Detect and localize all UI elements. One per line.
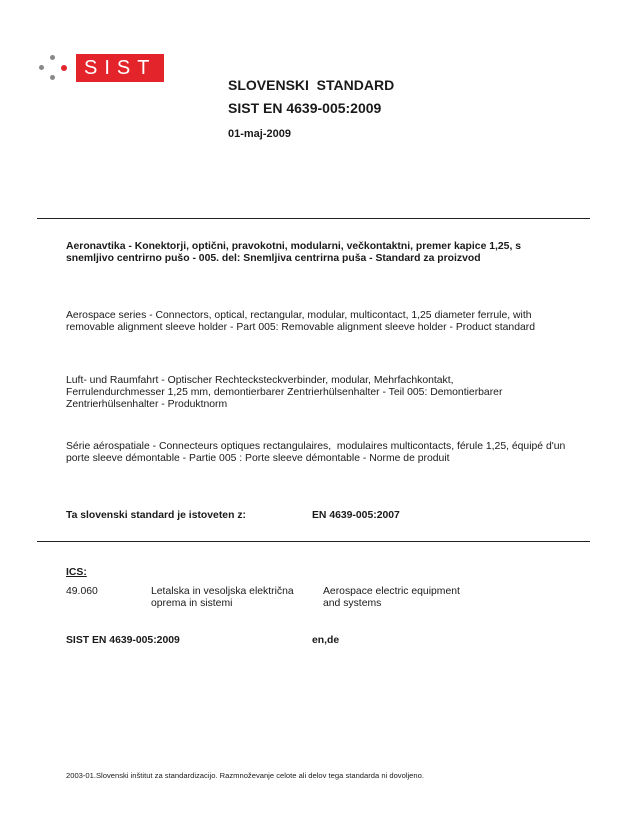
- logo-dot-icon: [50, 75, 55, 80]
- logo-wordmark: SIST: [76, 54, 164, 82]
- title-slovenian: Aeronavtika - Konektorji, optični, pravokotni, modularni, večkontaktni, premer kapice 1,25, s snemljivo centrirno pušo - 005. del: Snemljiva centrirna puša - Standard za proizvod: [66, 241, 522, 264]
- logo-dot-icon: [39, 65, 44, 70]
- ics-description-en: Aerospace electric equipment and systems: [323, 586, 460, 609]
- title-french: Série aérospatiale - Connecteurs optiques rectangulaires, modulaires multicontacts, férule 1,25, équipé d'un porte sleeve démontable - Partie 005 : Porte sleeve démontable - Norme de produit: [66, 441, 569, 464]
- copyright-footer: 2003-01.Slovenski inštitut za standardizacijo. Razmnoževanje celote ali delov tega standarda ni dovoljeno.: [66, 771, 424, 780]
- logo-dot-icon: [50, 55, 55, 60]
- document-type-title: SLOVENSKI STANDARD: [228, 77, 395, 93]
- ics-code: 49.060: [66, 586, 98, 597]
- bottom-standard-code: SIST EN 4639-005:2009: [66, 635, 180, 646]
- top-divider: [37, 218, 590, 219]
- ics-description-sl: Letalska in vesoljska električna oprema in sistemi: [151, 586, 294, 609]
- publication-date: 01-maj-2009: [228, 128, 291, 140]
- bottom-languages: en,de: [312, 635, 340, 646]
- middle-divider: [37, 541, 590, 542]
- logo-dot-red-icon: [61, 65, 67, 71]
- title-german: Luft- und Raumfahrt - Optischer Rechtecksteckverbinder, modular, Mehrfachkontakt, Ferrulendurchmesser 1,25 mm, demontierbarer Zentrierhülsenhalter - Teil 005: Demontierbarer Zentrierhülsenhalter - Produktnorm: [66, 375, 503, 410]
- identical-value: EN 4639-005:2007: [312, 510, 400, 521]
- ics-heading: ICS:: [66, 567, 87, 578]
- identical-label: Ta slovenski standard je istoveten z:: [66, 510, 246, 521]
- standard-code: SIST EN 4639-005:2009: [228, 100, 382, 116]
- title-english: Aerospace series - Connectors, optical, rectangular, modular, multicontact, 1,25 diameter ferrule, with removable alignment sleeve holder - Part 005: Removable alignment sleeve holder - Product standard: [66, 310, 535, 333]
